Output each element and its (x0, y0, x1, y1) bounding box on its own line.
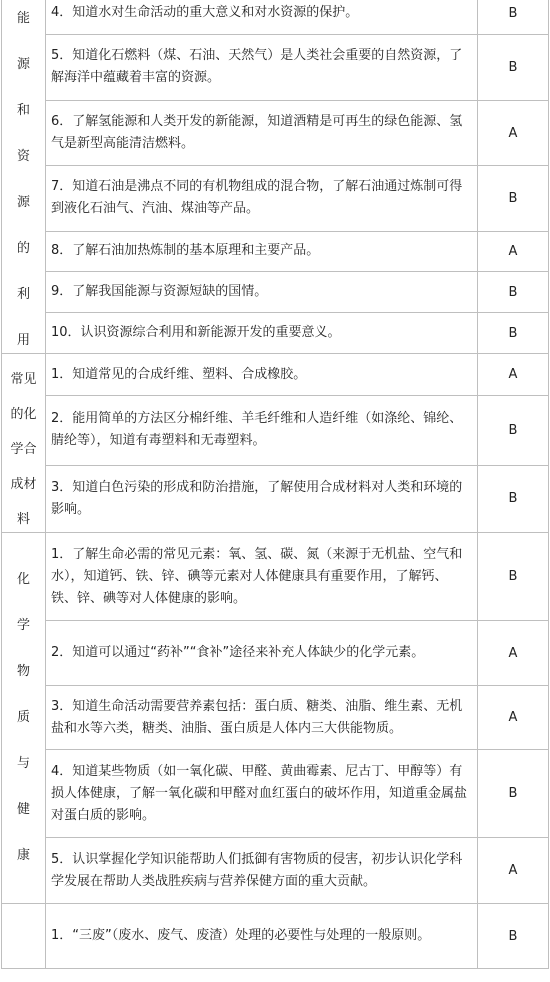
grade-cell: B (478, 34, 549, 100)
item-text: 2．知道可以通过“药补”“食补”途径来补充人体缺少的化学元素。 (46, 621, 478, 686)
category-cell (2, 533, 46, 904)
grade-cell: A (478, 838, 549, 904)
item-text: 1．了解生命必需的常见元素：氧、氢、碳、氮（来源于无机盐、空气和水），知道钙、铁、锌、碘等元素对人体健康具有重要作用，了解钙、铁、锌、碘等对人体健康的影响。 (46, 533, 478, 621)
category-text: 学合 (10, 442, 37, 457)
category-text: 健 (16, 802, 30, 817)
table-row (2, 396, 549, 465)
item-text: 8．了解石油加热炼制的基本原理和主要产品。 (46, 231, 478, 272)
table-row (2, 231, 549, 272)
category-cell (2, 904, 46, 969)
item-text: 4．知道水对生命活动的重大意义和对水资源的保护。 (46, 0, 478, 34)
item-text: 5．认识掌握化学知识能帮助人们抵御有害物质的侵害，初步认识化学科学发展在帮助人类战胜疾病与营养保健方面的重大贡献。 (46, 838, 478, 904)
category-text: 成材 (10, 477, 37, 492)
category-text: 利 (16, 287, 30, 302)
standards-table (1, 0, 549, 969)
category-text: 质 (16, 710, 30, 725)
category-text: 资 (16, 149, 30, 164)
category-text: 的 (16, 241, 30, 256)
item-text: 2．能用简单的方法区分棉纤维、羊毛纤维和人造纤维（如涤纶、锦纶、腈纶等），知道有毒塑料和无毒塑料。 (46, 396, 478, 465)
item-text: 3．知道白色污染的形成和防治措施，了解使用合成材料对人类和环境的影响。 (46, 465, 478, 532)
table-row (2, 272, 549, 313)
item-text: 10．认识资源综合利用和新能源开发的重要意义。 (46, 313, 478, 354)
item-text: 7．知道石油是沸点不同的有机物组成的混合物，了解石油通过炼制可得到液化石油气、汽油、煤油等产品。 (46, 166, 478, 231)
grade-cell: A (478, 101, 549, 166)
table-row (2, 34, 549, 100)
grade-cell: B (478, 904, 549, 969)
grade-cell: B (478, 313, 549, 354)
category-cell (2, 354, 46, 533)
table-row (2, 465, 549, 532)
item-text: 5．知道化石燃料（煤、石油、天然气）是人类社会重要的自然资源，了解海洋中蕴藏着丰富的资源。 (46, 34, 478, 100)
grade-cell: B (478, 166, 549, 231)
table-row (2, 838, 549, 904)
grade-cell: B (478, 533, 549, 621)
table-row (2, 533, 549, 621)
table-row (2, 621, 549, 686)
category-text: 物 (16, 664, 30, 679)
table-row (2, 904, 549, 969)
grade-cell: B (478, 0, 549, 34)
grade-cell: B (478, 750, 549, 838)
table-row (2, 313, 549, 354)
grade-cell: A (478, 621, 549, 686)
category-text: 常见 (10, 372, 37, 387)
item-text: 4．知道某些物质（如一氧化碳、甲醛、黄曲霉素、尼古丁、甲醇等）有损人体健康，了解一氧化碳和甲醛对血红蛋白的破坏作用，知道重金属盐对蛋白质的影响。 (46, 750, 478, 838)
category-cell (2, 0, 46, 354)
grade-cell: B (478, 272, 549, 313)
category-text: 和 (16, 103, 30, 118)
table-row (2, 750, 549, 838)
category-text: 与 (16, 756, 30, 771)
category-text: 的化 (10, 407, 37, 422)
table-row (2, 166, 549, 231)
table-row (2, 354, 549, 396)
category-text: 源 (16, 195, 30, 210)
grade-cell: B (478, 396, 549, 465)
table-row (2, 101, 549, 166)
category-text: 康 (16, 848, 30, 863)
grade-cell: A (478, 354, 549, 396)
grade-cell: A (478, 231, 549, 272)
category-text: 料 (16, 512, 30, 527)
item-text: 3．知道生命活动需要营养素包括：蛋白质、糖类、油脂、维生素、无机盐和水等六类，糖类、油脂、蛋白质是人体内三大供能物质。 (46, 686, 478, 750)
grade-cell: B (478, 465, 549, 532)
item-text: 9．了解我国能源与资源短缺的国情。 (46, 272, 478, 313)
category-text: 学 (16, 618, 30, 633)
item-text: 6．了解氢能源和人类开发的新能源，知道酒精是可再生的绿色能源、氢气是新型高能清洁燃料。 (46, 101, 478, 166)
category-text: 化 (16, 572, 30, 587)
category-text: 用 (16, 333, 30, 348)
category-text: 源 (16, 57, 30, 72)
item-text: 1．知道常见的合成纤维、塑料、合成橡胶。 (46, 354, 478, 396)
category-text: 能 (16, 11, 30, 26)
table-row (2, 0, 549, 34)
item-text: 1．“三废”（废水、废气、废渣）处理的必要性与处理的一般原则。 (46, 904, 478, 969)
table-row (2, 686, 549, 750)
grade-cell: A (478, 686, 549, 750)
